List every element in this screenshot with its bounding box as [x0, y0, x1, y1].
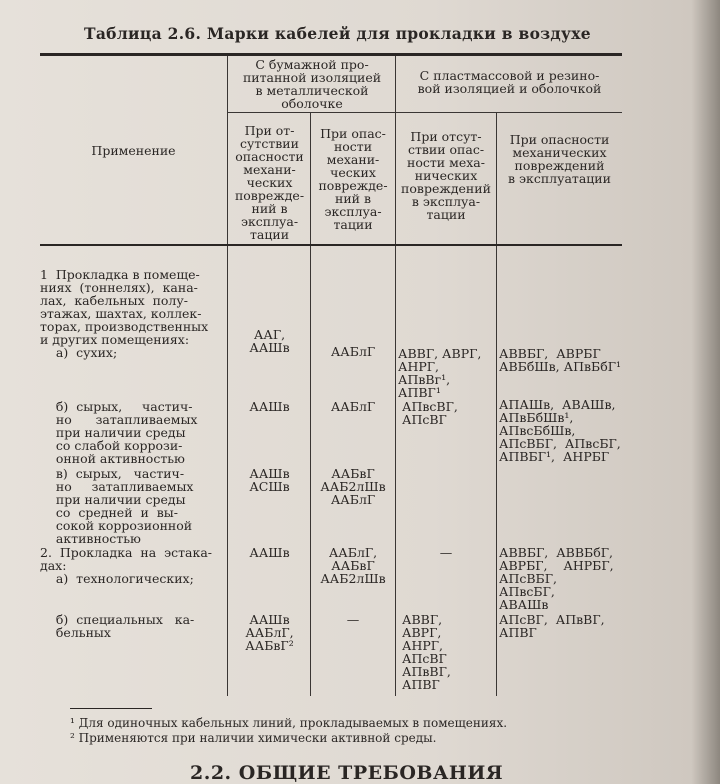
footnote-1: ¹ Для одиночных кабельных линий, прокладываемых в помещениях. [70, 716, 508, 730]
row-col2: ААБвГ ААБ2лШв ААБлГ [320, 466, 386, 507]
row-label: б) специальных ка- бельных [55, 612, 195, 640]
row-col1: ААШв [249, 399, 290, 414]
column-divider [227, 56, 228, 696]
row-label: 1 Прокладка в помеще- ниях (тоннелях), кана- лах, кабельных полу- этажах, шахтах, коллек- торах, производственных и других помещениях: а) сухих; [40, 267, 209, 360]
row-col1: ААШв [249, 545, 290, 560]
table-title: Таблица 2.6. Марки кабелей для прокладки в воздухе [84, 24, 591, 43]
row-col3: АВВГ, АВРГ, АНРГ, АПвВг¹, АПВГ¹ [398, 346, 482, 400]
row-col2: ААБлГ [330, 344, 376, 359]
row-col3: — [439, 545, 453, 560]
header-col2: При опас- ности механи- ческих поврежде- ний в эксплуа- тации [318, 126, 388, 232]
row-col4: АПАШв, АВАШв, АПвБбШв¹, АПвсБбШв, АПсВБГ, АПвсБГ, АПВБГ¹, АНРБГ [499, 397, 621, 464]
row-label: 2. Прокладка на эстака- дах: а) технологических; [40, 545, 213, 586]
row-label: б) сырых, частич- но затапливаемых при наличии среды со слабой коррози- онной активностью [55, 399, 198, 466]
header-col3: При отсут- ствии опас- ности меха- нических повреждений в эксплуа- тации [401, 129, 491, 222]
header-application: Применение [91, 143, 176, 158]
row-col4: АПсВГ, АПвВГ, АПВГ [499, 612, 605, 640]
row-col3: АВВГ, АВРГ, АНРГ, АПсВГ АПвВГ, АПВГ [402, 612, 451, 692]
group-header-rule [395, 112, 622, 113]
group-header-rule [227, 112, 396, 113]
row-col2: ААБлГ [330, 399, 376, 414]
row-col1: ААШв АСШв [249, 466, 290, 494]
header-group-paper: С бумажной про- питанной изоляцией в металлической оболочке [242, 57, 382, 111]
row-col4: АВВБГ, АВРБГ АВБбШв, АПвБбГ¹ [499, 346, 622, 374]
row-col1: ААГ, ААШв [249, 327, 290, 355]
header-col4: При опасности механических повреждений в эксплуатации [508, 132, 611, 186]
row-label: в) сырых, частич- но затапливаемых при наличии среды со средней и вы- сокой коррозионной активностью [55, 466, 194, 546]
footnote-rule [70, 708, 152, 709]
column-divider [496, 113, 497, 696]
row-col2: — [346, 612, 360, 627]
row-col4: АВВБГ, АВВБбГ, АВРБГ, АНРБГ, АПсВБГ, АПвсБГ, АВАШв [499, 545, 614, 612]
header-col1: При от- сутствии опасности механи- ческих поврежде- ний в эксплуа- тации [234, 123, 305, 242]
footnote-2: ² Применяются при наличии химически активной среды. [70, 731, 437, 745]
row-col1: ААШв ААБлГ, ААБвГ² [245, 612, 294, 653]
section-heading: 2.2. ОБЩИЕ ТРЕБОВАНИЯ [190, 762, 504, 784]
row-col2: ААБлГ, ААБвГ ААБ2лШв [320, 545, 386, 586]
header-group-plastic: С пластмассовой и резино- вой изоляцией и оболочкой [417, 68, 602, 96]
row-col3: АПвсВГ, АПсВГ [402, 399, 458, 427]
table-top-rule [40, 53, 622, 56]
header-bottom-rule [40, 244, 622, 246]
